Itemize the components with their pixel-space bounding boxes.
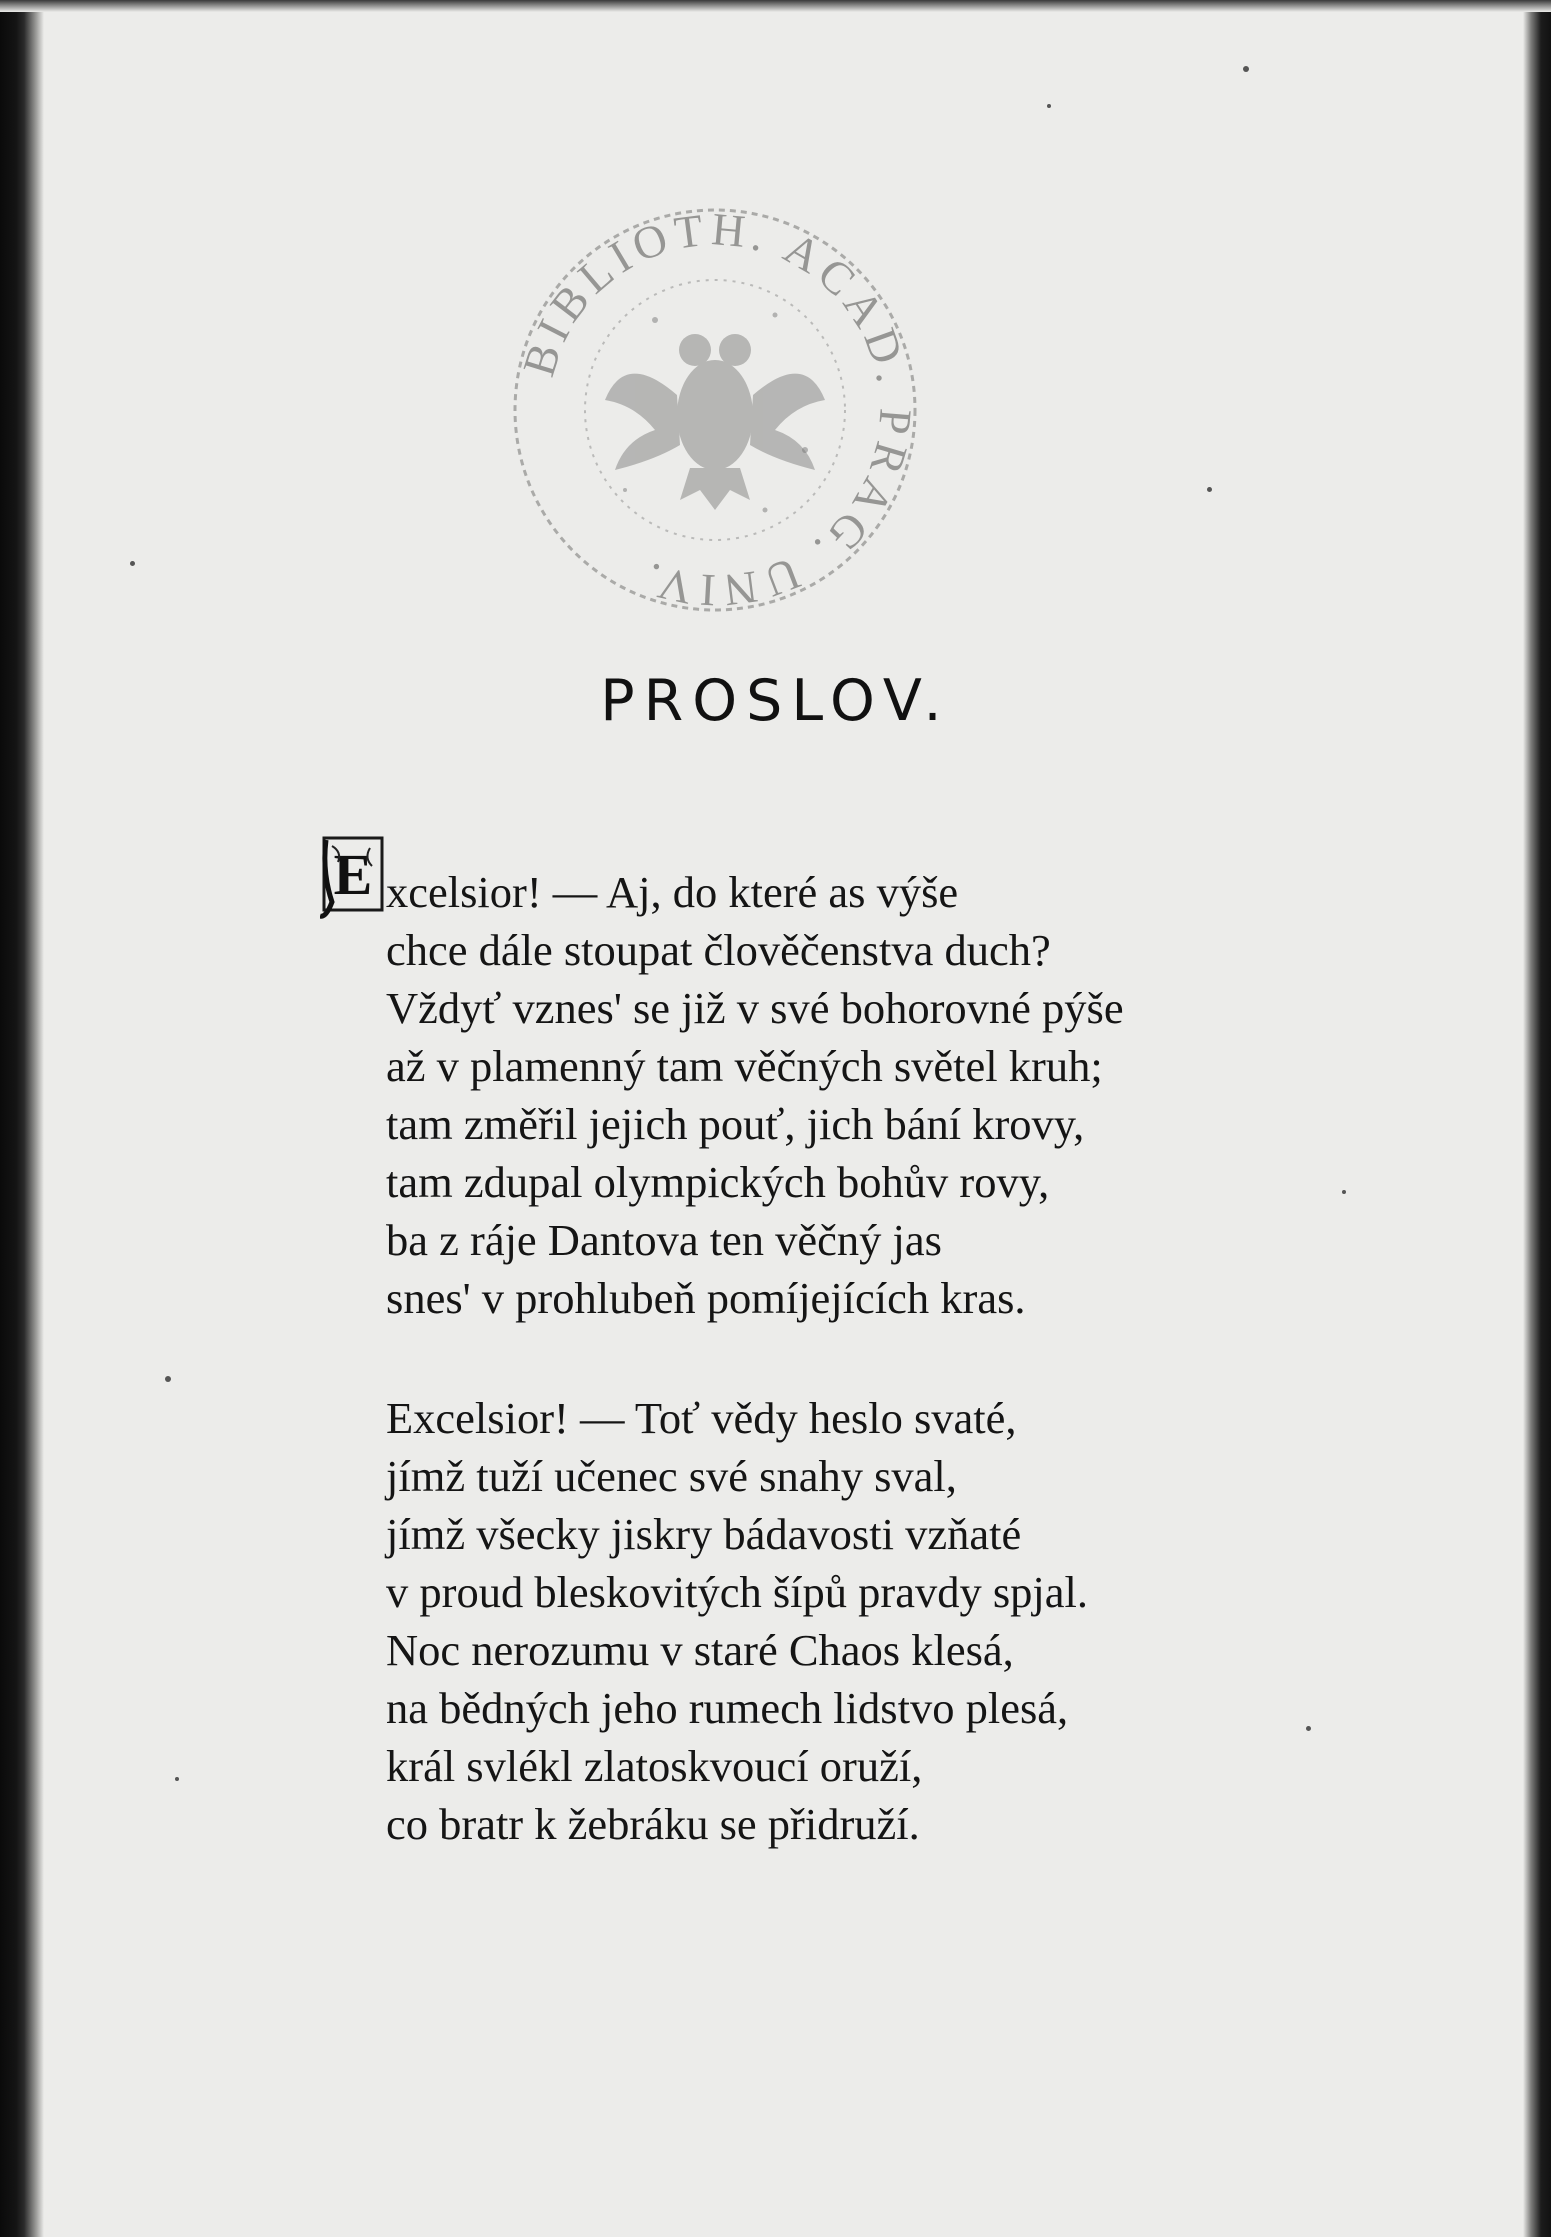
stanza-1 (386, 863, 1386, 1327)
poem-line: Excelsior! — Toť vědy heslo svaté, (386, 1393, 1017, 1443)
poem-line: ba z ráje Dantova ten věčný jas (386, 1215, 942, 1265)
scan-speck (1306, 1726, 1311, 1731)
poem-line: v proud bleskovitých šípů pravdy spjal. (386, 1567, 1089, 1617)
scan-speck (1207, 487, 1212, 492)
poem-line: jímž tuží učenec své snahy sval, (386, 1451, 957, 1501)
scan-speck (165, 1376, 171, 1382)
drop-cap-letter: E (333, 842, 373, 907)
poem-line: až v plamenný tam věčných světel kruh; (386, 1041, 1103, 1091)
poem-line: Noc nerozumu v staré Chaos klesá, (386, 1625, 1014, 1675)
scan-speck (1342, 1190, 1346, 1194)
poem-line: tam zdupal olympických bohův rovy, (386, 1157, 1050, 1207)
library-stamp-seal (505, 200, 925, 620)
poem-line: tam změřil jejich pouť, jich bání krovy, (386, 1099, 1085, 1149)
poem-line: chce dále stoupat člověčenstva duch? (386, 925, 1051, 975)
scan-speck (175, 1777, 179, 1781)
page-title: PROSLOV. (600, 668, 951, 734)
scan-speck (1243, 66, 1249, 72)
poem-line (386, 863, 1386, 921)
page-right-edge (1523, 0, 1551, 2237)
binding-edge (0, 0, 44, 2237)
svg-text:BIBLIOTH. ACAD. PRAG. UNIV.: BIBLIOTH. ACAD. PRAG. UNIV. (512, 203, 922, 617)
ornamental-drop-cap (320, 832, 386, 920)
stanza-2 (386, 1389, 1386, 1853)
poem-line: jímž všecky jiskry bádavosti vzňaté (386, 1509, 1022, 1559)
poem-line: co bratr k žebráku se přidruží. (386, 1799, 920, 1849)
poem-line: na bědných jeho rumech lidstvo plesá, (386, 1683, 1069, 1733)
scan-speck (1047, 104, 1051, 108)
page-top-edge (0, 0, 1551, 12)
first-line-text: xcelsior! — Aj, do které as výše (386, 867, 959, 917)
poem-line: Vždyť vznes' se již v své bohorovné pýše (386, 983, 1124, 1033)
poem-line: snes' v prohlubeň pomíjejících kras. (386, 1273, 1026, 1323)
poem-line: král svlékl zlatoskvoucí oruží, (386, 1741, 923, 1791)
scan-speck (130, 561, 135, 566)
